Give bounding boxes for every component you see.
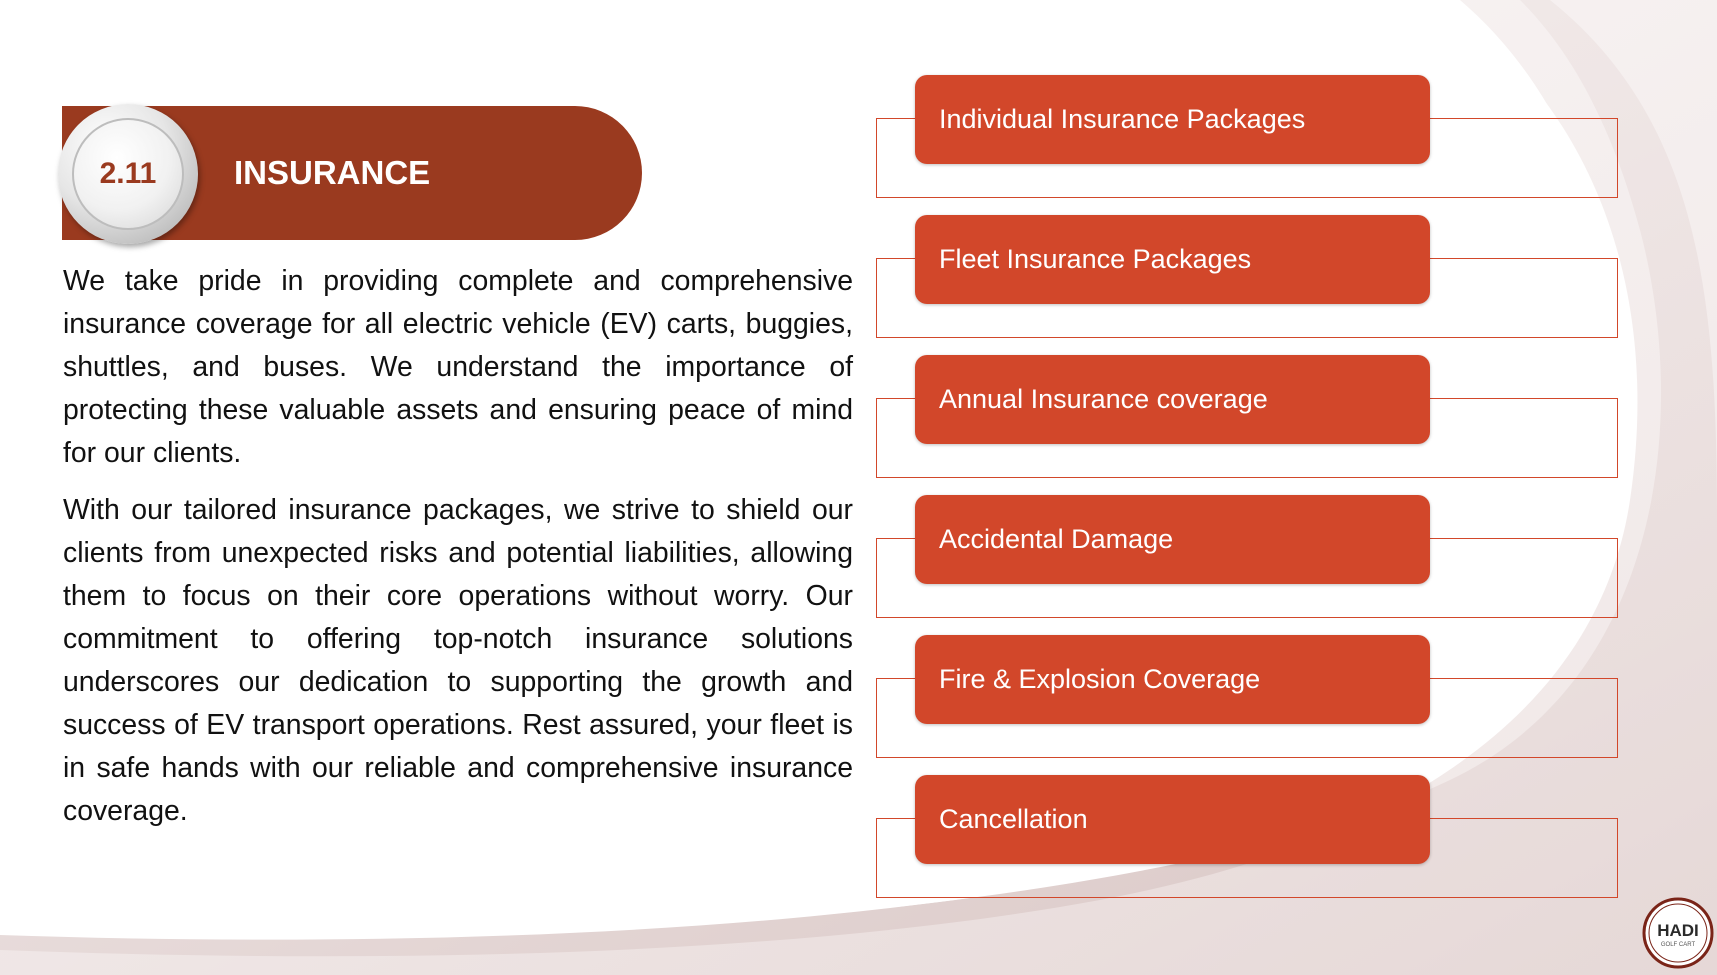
body-paragraph-1: We take pride in providing complete and comprehensive insurance coverage for all electric vehicle (EV) carts, buggies, shuttles, and buses. We understand the importance of protecting these valuable assets and ensuring peace of mind for our clients.: [63, 265, 853, 469]
coverage-item-fleet: [876, 215, 1618, 355]
logo-name: HADI: [1657, 921, 1699, 940]
section-number: 2.11: [99, 157, 157, 190]
hadi-logo: [1642, 897, 1714, 969]
coverage-label: Cancellation: [939, 804, 1088, 834]
coverage-item-fire: [876, 635, 1618, 775]
coverage-pill: [915, 215, 1430, 304]
coverage-item-annual: [876, 355, 1618, 495]
body-text: [63, 260, 853, 847]
coverage-label: Accidental Damage: [939, 524, 1174, 554]
coverage-item-accidental: [876, 495, 1618, 635]
coverage-item-individual: [876, 75, 1618, 215]
coverage-pill: [915, 775, 1430, 864]
section-title: INSURANCE: [234, 154, 431, 191]
coverage-pill: [915, 75, 1430, 164]
coverage-pill: [915, 635, 1430, 724]
coverage-pill: [915, 495, 1430, 584]
coverage-item-cancellation: [876, 775, 1618, 915]
logo-tagline: GOLF CART: [1660, 942, 1696, 948]
coverage-label: Fire & Explosion Coverage: [939, 664, 1261, 694]
coverage-label: Fleet Insurance Packages: [939, 244, 1252, 274]
coverage-label: Individual Insurance Packages: [939, 104, 1306, 134]
body-paragraph-2: With our tailored insurance packages, we strive to shield our clients from unexpected risks and potential liabilities, allowing them to focus on their core operations without worry. Our commitment to offering top-notch insurance solutions underscores our dedication to supporting the growth and success of EV transport operations. Rest assured, your fleet is in safe hands with our reliable and comprehensive insurance coverage.: [63, 494, 853, 827]
coverage-pill: [915, 355, 1430, 444]
coverage-label: Annual Insurance coverage: [939, 384, 1268, 414]
